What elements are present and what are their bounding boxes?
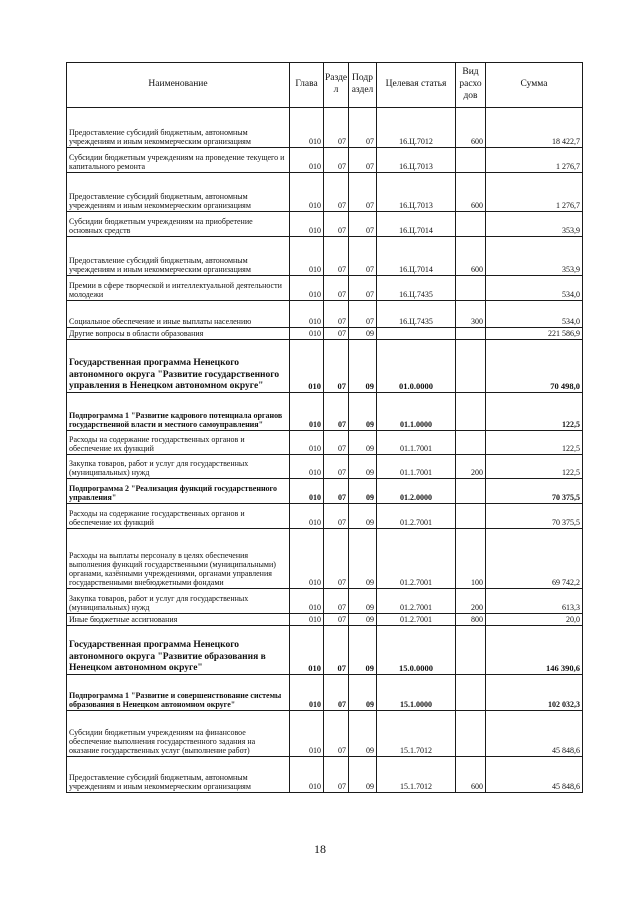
cell-glava: 010 <box>290 276 324 301</box>
cell-podrazdel: 09 <box>349 393 377 431</box>
cell-target: 16.Ц.7013 <box>377 173 456 212</box>
cell-target: 01.2.7001 <box>377 589 456 614</box>
cell-glava: 010 <box>290 711 324 757</box>
cell-razdel: 07 <box>324 108 349 148</box>
header-podrazdel: Подр аздел <box>349 63 377 108</box>
cell-podrazdel: 09 <box>349 479 377 504</box>
cell-glava: 010 <box>290 757 324 793</box>
cell-name: Социальное обеспечение и иные выплаты населению <box>67 301 290 328</box>
cell-target: 01.2.0000 <box>377 479 456 504</box>
cell-sum: 122,5 <box>486 455 583 479</box>
table-row <box>67 328 583 340</box>
table-row <box>67 340 583 393</box>
table-row <box>67 479 583 504</box>
cell-vid <box>456 148 486 173</box>
cell-vid <box>456 276 486 301</box>
table-row <box>67 148 583 173</box>
cell-podrazdel: 09 <box>349 504 377 529</box>
cell-target: 15.0.0000 <box>377 626 456 675</box>
cell-vid <box>456 328 486 340</box>
cell-sum: 20,0 <box>486 614 583 626</box>
table-row <box>67 504 583 529</box>
cell-sum: 122,5 <box>486 393 583 431</box>
cell-sum: 221 586,9 <box>486 328 583 340</box>
cell-glava: 010 <box>290 529 324 589</box>
cell-razdel: 07 <box>324 711 349 757</box>
cell-target: 15.1.7012 <box>377 757 456 793</box>
cell-razdel: 07 <box>324 757 349 793</box>
cell-podrazdel: 09 <box>349 711 377 757</box>
cell-vid: 600 <box>456 757 486 793</box>
cell-target: 15.1.7012 <box>377 711 456 757</box>
budget-table <box>66 62 583 793</box>
cell-razdel: 07 <box>324 529 349 589</box>
cell-glava: 010 <box>290 301 324 328</box>
cell-podrazdel: 09 <box>349 455 377 479</box>
cell-name: Предоставление субсидий бюджетным, автономным учреждениям и иным некоммерческим организациям <box>67 757 290 793</box>
cell-name: Субсидии бюджетным учреждениям на приобретение основных средств <box>67 212 290 237</box>
header-glava: Глава <box>290 63 324 108</box>
cell-vid <box>456 675 486 711</box>
cell-name: Государственная программа Ненецкого автономного округа "Развитие государственного управления в Ненецком автономном округе" <box>67 340 290 393</box>
cell-podrazdel: 07 <box>349 301 377 328</box>
cell-razdel: 07 <box>324 237 349 276</box>
cell-vid <box>456 212 486 237</box>
cell-glava: 010 <box>290 237 324 276</box>
cell-sum: 70 498,0 <box>486 340 583 393</box>
cell-razdel: 07 <box>324 504 349 529</box>
cell-podrazdel: 09 <box>349 589 377 614</box>
cell-sum: 18 422,7 <box>486 108 583 148</box>
cell-podrazdel: 09 <box>349 340 377 393</box>
cell-podrazdel: 07 <box>349 173 377 212</box>
cell-name: Подпрограмма 1 "Развитие кадрового потенциала органов государственной власти и местного самоуправления" <box>67 393 290 431</box>
cell-podrazdel: 09 <box>349 614 377 626</box>
cell-name: Расходы на выплаты персоналу в целях обеспечения выполнения функций государственными (муниципальными) органами, казёнными учреждениями, органами управления государственными внебюджетными фондами <box>67 529 290 589</box>
cell-vid <box>456 340 486 393</box>
cell-target: 01.0.0000 <box>377 340 456 393</box>
cell-podrazdel: 09 <box>349 626 377 675</box>
cell-razdel: 07 <box>324 340 349 393</box>
cell-name: Предоставление субсидий бюджетным, автономным учреждениям и иным некоммерческим организациям <box>67 173 290 212</box>
cell-razdel: 07 <box>324 301 349 328</box>
cell-sum: 534,0 <box>486 276 583 301</box>
cell-vid <box>456 626 486 675</box>
cell-sum: 45 848,6 <box>486 757 583 793</box>
table-row <box>67 626 583 675</box>
cell-name: Субсидии бюджетным учреждениям на проведение текущего и капитального ремонта <box>67 148 290 173</box>
cell-sum: 353,9 <box>486 237 583 276</box>
cell-name: Предоставление субсидий бюджетным, автономным учреждениям и иным некоммерческим организациям <box>67 108 290 148</box>
cell-sum: 102 032,3 <box>486 675 583 711</box>
cell-name: Предоставление субсидий бюджетным, автономным учреждениям и иным некоммерческим организациям <box>67 237 290 276</box>
cell-target: 16.Ц.7435 <box>377 276 456 301</box>
cell-target <box>377 328 456 340</box>
table-row <box>67 212 583 237</box>
table-row <box>67 393 583 431</box>
cell-podrazdel: 09 <box>349 431 377 455</box>
cell-vid: 200 <box>456 589 486 614</box>
cell-podrazdel: 07 <box>349 212 377 237</box>
cell-sum: 122,5 <box>486 431 583 455</box>
cell-razdel: 07 <box>324 614 349 626</box>
cell-podrazdel: 09 <box>349 675 377 711</box>
cell-target: 01.1.7001 <box>377 431 456 455</box>
cell-razdel: 07 <box>324 393 349 431</box>
cell-razdel: 07 <box>324 328 349 340</box>
table-row <box>67 529 583 589</box>
cell-name: Государственная программа Ненецкого автономного округа "Развитие образования в Ненецком автономном округе" <box>67 626 290 675</box>
table-row <box>67 173 583 212</box>
cell-podrazdel: 07 <box>349 148 377 173</box>
header-vid: Вид расхо дов <box>456 63 486 108</box>
cell-vid: 800 <box>456 614 486 626</box>
cell-glava: 010 <box>290 173 324 212</box>
cell-vid: 600 <box>456 108 486 148</box>
cell-razdel: 07 <box>324 479 349 504</box>
table-row <box>67 711 583 757</box>
cell-sum: 70 375,5 <box>486 504 583 529</box>
cell-razdel: 07 <box>324 173 349 212</box>
cell-name: Расходы на содержание государственных органов и обеспечение их функций <box>67 431 290 455</box>
cell-glava: 010 <box>290 626 324 675</box>
header-target: Целевая статья <box>377 63 456 108</box>
header-sum: Сумма <box>486 63 583 108</box>
table-header-row <box>67 63 583 108</box>
cell-glava: 010 <box>290 504 324 529</box>
cell-sum: 146 390,6 <box>486 626 583 675</box>
cell-razdel: 07 <box>324 431 349 455</box>
cell-sum: 1 276,7 <box>486 173 583 212</box>
cell-podrazdel: 09 <box>349 529 377 589</box>
cell-razdel: 07 <box>324 589 349 614</box>
table-row <box>67 276 583 301</box>
cell-glava: 010 <box>290 589 324 614</box>
cell-target: 01.1.0000 <box>377 393 456 431</box>
cell-vid: 600 <box>456 237 486 276</box>
cell-glava: 010 <box>290 108 324 148</box>
cell-glava: 010 <box>290 479 324 504</box>
cell-sum: 45 848,6 <box>486 711 583 757</box>
cell-glava: 010 <box>290 614 324 626</box>
table-row <box>67 431 583 455</box>
cell-vid: 200 <box>456 455 486 479</box>
cell-vid: 600 <box>456 173 486 212</box>
cell-name: Подпрограмма 1 "Развитие и совершенствование системы образования в Ненецком автономном округе" <box>67 675 290 711</box>
cell-name: Премии в сфере творческой и интеллектуальной деятельности молодежи <box>67 276 290 301</box>
cell-glava: 010 <box>290 148 324 173</box>
cell-target: 01.1.7001 <box>377 455 456 479</box>
cell-razdel: 07 <box>324 276 349 301</box>
cell-target: 15.1.0000 <box>377 675 456 711</box>
cell-glava: 010 <box>290 455 324 479</box>
cell-name: Другие вопросы в области образования <box>67 328 290 340</box>
cell-sum: 69 742,2 <box>486 529 583 589</box>
cell-podrazdel: 09 <box>349 328 377 340</box>
cell-podrazdel: 07 <box>349 276 377 301</box>
table-row <box>67 108 583 148</box>
table-row <box>67 301 583 328</box>
cell-vid <box>456 393 486 431</box>
cell-target: 16.Ц.7013 <box>377 148 456 173</box>
table-row <box>67 614 583 626</box>
cell-podrazdel: 07 <box>349 108 377 148</box>
cell-target: 16.Ц.7014 <box>377 237 456 276</box>
table-row <box>67 675 583 711</box>
cell-razdel: 07 <box>324 675 349 711</box>
cell-sum: 70 375,5 <box>486 479 583 504</box>
cell-razdel: 07 <box>324 626 349 675</box>
table-body <box>67 108 583 793</box>
cell-sum: 353,9 <box>486 212 583 237</box>
cell-sum: 1 276,7 <box>486 148 583 173</box>
cell-vid <box>456 479 486 504</box>
cell-razdel: 07 <box>324 455 349 479</box>
cell-podrazdel: 07 <box>349 237 377 276</box>
table-row <box>67 455 583 479</box>
cell-glava: 010 <box>290 328 324 340</box>
cell-target: 01.2.7001 <box>377 504 456 529</box>
cell-razdel: 07 <box>324 148 349 173</box>
table-row <box>67 237 583 276</box>
cell-vid <box>456 504 486 529</box>
cell-target: 16.Ц.7435 <box>377 301 456 328</box>
cell-podrazdel: 09 <box>349 757 377 793</box>
cell-vid <box>456 431 486 455</box>
cell-glava: 010 <box>290 340 324 393</box>
cell-name: Закупка товаров, работ и услуг для государственных (муниципальных) нужд <box>67 589 290 614</box>
cell-sum: 613,3 <box>486 589 583 614</box>
cell-name: Расходы на содержание государственных органов и обеспечение их функций <box>67 504 290 529</box>
cell-target: 01.2.7001 <box>377 614 456 626</box>
cell-target: 01.2.7001 <box>377 529 456 589</box>
cell-target: 16.Ц.7012 <box>377 108 456 148</box>
table-row <box>67 757 583 793</box>
cell-glava: 010 <box>290 675 324 711</box>
header-razdel: Разде л <box>324 63 349 108</box>
table-row <box>67 589 583 614</box>
cell-name: Подпрограмма 2 "Реализация функций государственного управления" <box>67 479 290 504</box>
header-name: Наименование <box>67 63 290 108</box>
cell-glava: 010 <box>290 393 324 431</box>
cell-sum: 534,0 <box>486 301 583 328</box>
cell-name: Закупка товаров, работ и услуг для государственных (муниципальных) нужд <box>67 455 290 479</box>
cell-glava: 010 <box>290 212 324 237</box>
cell-name: Субсидии бюджетным учреждениям на финансовое обеспечение выполнения государственного задания на оказание государственных услуг (выполнение работ) <box>67 711 290 757</box>
page-number: 18 <box>314 842 326 856</box>
cell-target: 16.Ц.7014 <box>377 212 456 237</box>
cell-name: Иные бюджетные ассигнования <box>67 614 290 626</box>
cell-vid: 100 <box>456 529 486 589</box>
cell-vid <box>456 711 486 757</box>
cell-glava: 010 <box>290 431 324 455</box>
cell-vid: 300 <box>456 301 486 328</box>
cell-razdel: 07 <box>324 212 349 237</box>
